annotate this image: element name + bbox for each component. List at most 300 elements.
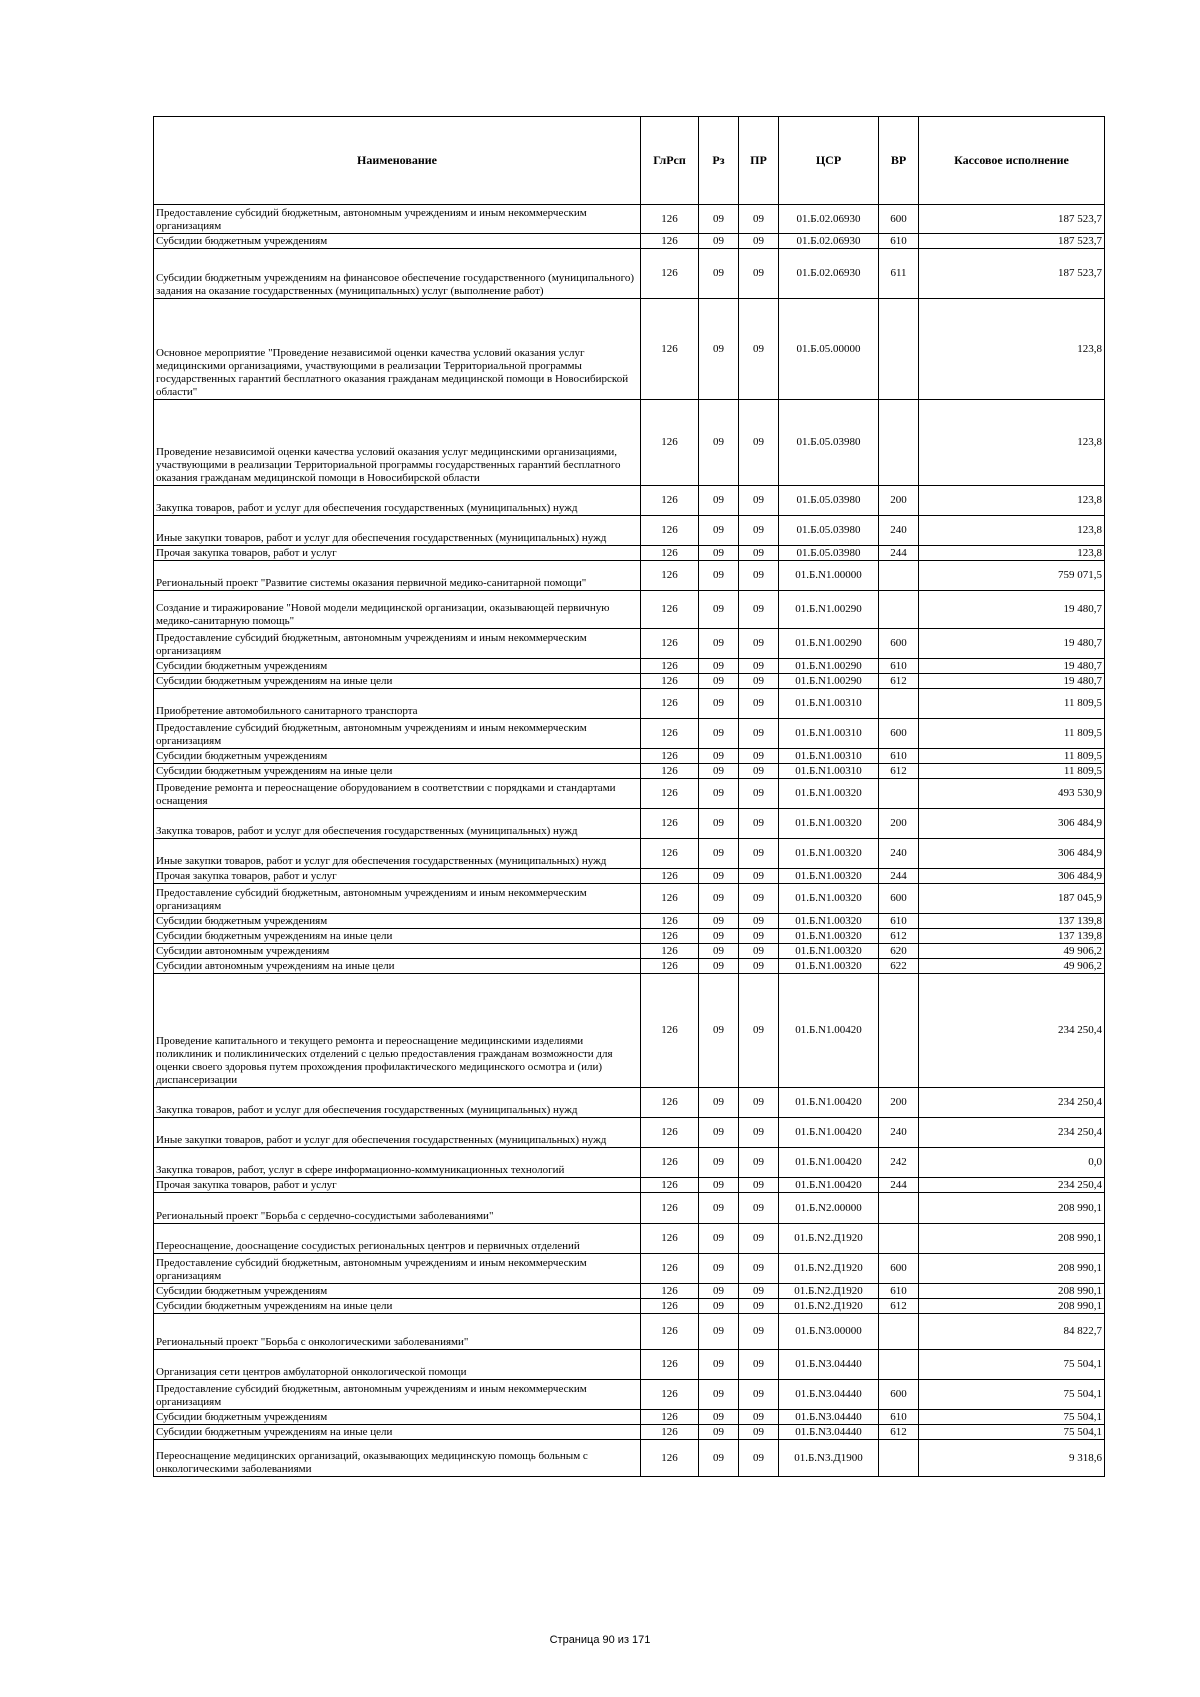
- cell-name: Предоставление субсидий бюджетным, автономным учреждениям и иным некоммерческим организациям: [154, 629, 641, 659]
- table-row: [154, 234, 1105, 249]
- cell-amount: 123,8: [919, 486, 1105, 516]
- cell-rz: 09: [699, 1425, 739, 1440]
- table-header: [154, 117, 1105, 205]
- cell-glrsp: 126: [641, 1284, 699, 1299]
- table-row: [154, 1178, 1105, 1193]
- cell-amount: 49 906,2: [919, 959, 1105, 974]
- cell-csr: 01.Б.N2.Д1920: [779, 1284, 879, 1299]
- cell-glrsp: 126: [641, 1380, 699, 1410]
- cell-pr: 09: [739, 839, 779, 869]
- cell-pr: 09: [739, 205, 779, 234]
- cell-amount: 49 906,2: [919, 944, 1105, 959]
- cell-csr: 01.Б.N3.00000: [779, 1314, 879, 1350]
- cell-glrsp: 126: [641, 546, 699, 561]
- cell-amount: 187 523,7: [919, 249, 1105, 299]
- cell-vr: 610: [879, 914, 919, 929]
- cell-csr: 01.Б.05.03980: [779, 516, 879, 546]
- cell-amount: 208 990,1: [919, 1224, 1105, 1254]
- cell-amount: 137 139,8: [919, 914, 1105, 929]
- cell-pr: 09: [739, 1193, 779, 1224]
- table-row: [154, 959, 1105, 974]
- cell-rz: 09: [699, 1148, 739, 1178]
- cell-csr: 01.Б.N1.00420: [779, 1118, 879, 1148]
- cell-amount: 75 504,1: [919, 1350, 1105, 1380]
- cell-amount: 234 250,4: [919, 1178, 1105, 1193]
- table-row: [154, 884, 1105, 914]
- cell-name: Предоставление субсидий бюджетным, автономным учреждениям и иным некоммерческим организациям: [154, 1254, 641, 1284]
- table-row: [154, 1088, 1105, 1118]
- table-row: [154, 1314, 1105, 1350]
- cell-vr: 200: [879, 809, 919, 839]
- cell-csr: 01.Б.N1.00290: [779, 629, 879, 659]
- cell-amount: 208 990,1: [919, 1254, 1105, 1284]
- table-row: [154, 1254, 1105, 1284]
- cell-vr: 610: [879, 749, 919, 764]
- cell-name: Закупка товаров, работ, услуг в сфере информационно-коммуникационных технологий: [154, 1148, 641, 1178]
- table-row: [154, 974, 1105, 1088]
- cell-csr: 01.Б.N1.00320: [779, 839, 879, 869]
- cell-pr: 09: [739, 929, 779, 944]
- cell-vr: 240: [879, 839, 919, 869]
- cell-pr: 09: [739, 561, 779, 591]
- cell-pr: 09: [739, 1380, 779, 1410]
- cell-name: Субсидии автономным учреждениям: [154, 944, 641, 959]
- cell-csr: 01.Б.N1.00420: [779, 1178, 879, 1193]
- cell-glrsp: 126: [641, 659, 699, 674]
- cell-pr: 09: [739, 719, 779, 749]
- cell-rz: 09: [699, 944, 739, 959]
- cell-csr: 01.Б.N1.00310: [779, 749, 879, 764]
- cell-rz: 09: [699, 1088, 739, 1118]
- cell-csr: 01.Б.05.00000: [779, 299, 879, 400]
- cell-glrsp: 126: [641, 1440, 699, 1477]
- cell-vr: 612: [879, 1425, 919, 1440]
- cell-rz: 09: [699, 1440, 739, 1477]
- cell-glrsp: 126: [641, 561, 699, 591]
- cell-csr: 01.Б.N3.04440: [779, 1425, 879, 1440]
- cell-pr: 09: [739, 1178, 779, 1193]
- cell-amount: 19 480,7: [919, 674, 1105, 689]
- cell-csr: 01.Б.N1.00420: [779, 1148, 879, 1178]
- cell-name: Приобретение автомобильного санитарного транспорта: [154, 689, 641, 719]
- cell-pr: 09: [739, 546, 779, 561]
- cell-csr: 01.Б.N2.Д1920: [779, 1254, 879, 1284]
- cell-glrsp: 126: [641, 1350, 699, 1380]
- cell-name: Субсидии бюджетным учреждениям на иные цели: [154, 1299, 641, 1314]
- cell-pr: 09: [739, 1088, 779, 1118]
- cell-name: Региональный проект "Борьба с онкологическими заболеваниями": [154, 1314, 641, 1350]
- cell-vr: 612: [879, 1299, 919, 1314]
- cell-amount: 19 480,7: [919, 629, 1105, 659]
- table-row: [154, 299, 1105, 400]
- cell-pr: 09: [739, 400, 779, 486]
- cell-amount: 187 045,9: [919, 884, 1105, 914]
- cell-amount: 75 504,1: [919, 1425, 1105, 1440]
- cell-pr: 09: [739, 869, 779, 884]
- cell-csr: 01.Б.N2.00000: [779, 1193, 879, 1224]
- cell-glrsp: 126: [641, 719, 699, 749]
- table-row: [154, 929, 1105, 944]
- cell-name: Иные закупки товаров, работ и услуг для обеспечения государственных (муниципальных) нужд: [154, 1118, 641, 1148]
- cell-rz: 09: [699, 1410, 739, 1425]
- cell-glrsp: 126: [641, 1118, 699, 1148]
- table-row: [154, 914, 1105, 929]
- cell-pr: 09: [739, 674, 779, 689]
- cell-amount: 208 990,1: [919, 1299, 1105, 1314]
- cell-rz: 09: [699, 516, 739, 546]
- cell-glrsp: 126: [641, 1088, 699, 1118]
- cell-name: Субсидии бюджетным учреждениям: [154, 659, 641, 674]
- cell-rz: 09: [699, 561, 739, 591]
- cell-vr: 600: [879, 629, 919, 659]
- cell-rz: 09: [699, 974, 739, 1088]
- cell-csr: 01.Б.02.06930: [779, 205, 879, 234]
- cell-name: Региональный проект "Развитие системы оказания первичной медико-санитарной помощи": [154, 561, 641, 591]
- cell-amount: 137 139,8: [919, 929, 1105, 944]
- cell-name: Предоставление субсидий бюджетным, автономным учреждениям и иным некоммерческим организациям: [154, 884, 641, 914]
- cell-vr: 600: [879, 719, 919, 749]
- cell-csr: 01.Б.N1.00320: [779, 869, 879, 884]
- cell-name: Переоснащение медицинских организаций, оказывающих медицинскую помощь больным с онкологическими заболеваниями: [154, 1440, 641, 1477]
- cell-pr: 09: [739, 249, 779, 299]
- cell-pr: 09: [739, 1284, 779, 1299]
- cell-glrsp: 126: [641, 1254, 699, 1284]
- cell-pr: 09: [739, 1254, 779, 1284]
- cell-glrsp: 126: [641, 205, 699, 234]
- table-row: [154, 689, 1105, 719]
- table-row: [154, 1350, 1105, 1380]
- cell-csr: 01.Б.N1.00320: [779, 779, 879, 809]
- table-row: [154, 400, 1105, 486]
- cell-vr: [879, 974, 919, 1088]
- cell-rz: 09: [699, 719, 739, 749]
- cell-name: Закупка товаров, работ и услуг для обеспечения государственных (муниципальных) нужд: [154, 486, 641, 516]
- cell-amount: 234 250,4: [919, 1088, 1105, 1118]
- cell-pr: 09: [739, 809, 779, 839]
- cell-name: Субсидии бюджетным учреждениям на иные цели: [154, 929, 641, 944]
- cell-amount: 234 250,4: [919, 1118, 1105, 1148]
- table-row: [154, 809, 1105, 839]
- cell-name: Основное мероприятие "Проведение независимой оценки качества условий оказания услуг медицинскими организациями, участвующими в реализации Территориальной программы государственных гарантий бесплатного оказания гражданам медицинской помощи в Новосибирской области": [154, 299, 641, 400]
- cell-csr: 01.Б.N1.00310: [779, 764, 879, 779]
- cell-name: Субсидии бюджетным учреждениям: [154, 749, 641, 764]
- cell-pr: 09: [739, 1440, 779, 1477]
- cell-name: Иные закупки товаров, работ и услуг для обеспечения государственных (муниципальных) нужд: [154, 839, 641, 869]
- cell-csr: 01.Б.N1.00320: [779, 929, 879, 944]
- cell-csr: 01.Б.N1.00310: [779, 689, 879, 719]
- cell-glrsp: 126: [641, 689, 699, 719]
- cell-vr: [879, 1224, 919, 1254]
- cell-vr: 244: [879, 1178, 919, 1193]
- col-header-name: Наименование: [154, 117, 641, 205]
- cell-csr: 01.Б.05.03980: [779, 400, 879, 486]
- cell-vr: [879, 1440, 919, 1477]
- cell-pr: 09: [739, 1425, 779, 1440]
- cell-amount: 9 318,6: [919, 1440, 1105, 1477]
- cell-csr: 01.Б.N1.00420: [779, 1088, 879, 1118]
- table-row: [154, 1118, 1105, 1148]
- cell-rz: 09: [699, 629, 739, 659]
- cell-csr: 01.Б.N1.00320: [779, 884, 879, 914]
- cell-pr: 09: [739, 749, 779, 764]
- table-row: [154, 749, 1105, 764]
- table-row: [154, 659, 1105, 674]
- cell-csr: 01.Б.N1.00290: [779, 674, 879, 689]
- cell-csr: 01.Б.N3.04440: [779, 1350, 879, 1380]
- cell-vr: [879, 779, 919, 809]
- cell-rz: 09: [699, 779, 739, 809]
- cell-rz: 09: [699, 674, 739, 689]
- cell-csr: 01.Б.N2.Д1920: [779, 1224, 879, 1254]
- table-row: [154, 1410, 1105, 1425]
- cell-vr: 240: [879, 516, 919, 546]
- cell-vr: 612: [879, 764, 919, 779]
- cell-glrsp: 126: [641, 884, 699, 914]
- cell-glrsp: 126: [641, 959, 699, 974]
- cell-rz: 09: [699, 591, 739, 629]
- cell-amount: 759 071,5: [919, 561, 1105, 591]
- cell-glrsp: 126: [641, 234, 699, 249]
- cell-name: Предоставление субсидий бюджетным, автономным учреждениям и иным некоммерческим организациям: [154, 719, 641, 749]
- cell-amount: 0,0: [919, 1148, 1105, 1178]
- cell-amount: 19 480,7: [919, 659, 1105, 674]
- cell-rz: 09: [699, 1380, 739, 1410]
- cell-vr: 600: [879, 1254, 919, 1284]
- cell-csr: 01.Б.N3.04440: [779, 1410, 879, 1425]
- cell-glrsp: 126: [641, 1148, 699, 1178]
- cell-amount: 11 809,5: [919, 719, 1105, 749]
- table-row: [154, 486, 1105, 516]
- cell-vr: 200: [879, 1088, 919, 1118]
- col-header-csr: ЦСР: [779, 117, 879, 205]
- cell-rz: 09: [699, 764, 739, 779]
- cell-vr: [879, 591, 919, 629]
- cell-rz: 09: [699, 486, 739, 516]
- cell-pr: 09: [739, 959, 779, 974]
- cell-vr: 240: [879, 1118, 919, 1148]
- cell-glrsp: 126: [641, 516, 699, 546]
- cell-vr: 610: [879, 1284, 919, 1299]
- cell-pr: 09: [739, 1350, 779, 1380]
- cell-csr: 01.Б.02.06930: [779, 249, 879, 299]
- cell-vr: 610: [879, 234, 919, 249]
- cell-amount: 123,8: [919, 299, 1105, 400]
- table-row: [154, 561, 1105, 591]
- cell-amount: 187 523,7: [919, 205, 1105, 234]
- cell-rz: 09: [699, 929, 739, 944]
- cell-pr: 09: [739, 944, 779, 959]
- cell-vr: 610: [879, 659, 919, 674]
- cell-amount: 306 484,9: [919, 809, 1105, 839]
- cell-rz: 09: [699, 249, 739, 299]
- cell-name: Прочая закупка товаров, работ и услуг: [154, 546, 641, 561]
- cell-rz: 09: [699, 1193, 739, 1224]
- cell-pr: 09: [739, 234, 779, 249]
- cell-rz: 09: [699, 1314, 739, 1350]
- cell-glrsp: 126: [641, 674, 699, 689]
- cell-glrsp: 126: [641, 869, 699, 884]
- cell-amount: 306 484,9: [919, 869, 1105, 884]
- cell-rz: 09: [699, 809, 739, 839]
- cell-csr: 01.Б.N3.Д1900: [779, 1440, 879, 1477]
- cell-amount: 208 990,1: [919, 1284, 1105, 1299]
- cell-rz: 09: [699, 1224, 739, 1254]
- cell-glrsp: 126: [641, 749, 699, 764]
- cell-glrsp: 126: [641, 944, 699, 959]
- cell-amount: 19 480,7: [919, 591, 1105, 629]
- cell-csr: 01.Б.N1.00420: [779, 974, 879, 1088]
- cell-pr: 09: [739, 974, 779, 1088]
- cell-pr: 09: [739, 486, 779, 516]
- cell-name: Прочая закупка товаров, работ и услуг: [154, 869, 641, 884]
- cell-csr: 01.Б.N1.00290: [779, 591, 879, 629]
- table-row: [154, 779, 1105, 809]
- cell-amount: 123,8: [919, 546, 1105, 561]
- cell-csr: 01.Б.N1.00320: [779, 809, 879, 839]
- cell-glrsp: 126: [641, 809, 699, 839]
- cell-amount: 75 504,1: [919, 1380, 1105, 1410]
- cell-name: Субсидии бюджетным учреждениям: [154, 1410, 641, 1425]
- cell-pr: 09: [739, 659, 779, 674]
- cell-vr: 622: [879, 959, 919, 974]
- cell-csr: 01.Б.05.03980: [779, 486, 879, 516]
- col-header-pr: ПР: [739, 117, 779, 205]
- cell-name: Закупка товаров, работ и услуг для обеспечения государственных (муниципальных) нужд: [154, 809, 641, 839]
- table-row: [154, 546, 1105, 561]
- cell-glrsp: 126: [641, 764, 699, 779]
- cell-vr: [879, 299, 919, 400]
- cell-rz: 09: [699, 1284, 739, 1299]
- cell-rz: 09: [699, 749, 739, 764]
- cell-pr: 09: [739, 629, 779, 659]
- cell-csr: 01.Б.N1.00320: [779, 959, 879, 974]
- cell-glrsp: 126: [641, 914, 699, 929]
- cell-glrsp: 126: [641, 974, 699, 1088]
- table-row: [154, 591, 1105, 629]
- table-row: [154, 674, 1105, 689]
- cell-rz: 09: [699, 299, 739, 400]
- table-row: [154, 1440, 1105, 1477]
- cell-rz: 09: [699, 839, 739, 869]
- cell-amount: 123,8: [919, 516, 1105, 546]
- table-row: [154, 869, 1105, 884]
- cell-glrsp: 126: [641, 839, 699, 869]
- cell-amount: 123,8: [919, 400, 1105, 486]
- cell-pr: 09: [739, 299, 779, 400]
- cell-rz: 09: [699, 234, 739, 249]
- cell-amount: 11 809,5: [919, 689, 1105, 719]
- cell-amount: 306 484,9: [919, 839, 1105, 869]
- cell-vr: 612: [879, 674, 919, 689]
- cell-name: Прочая закупка товаров, работ и услуг: [154, 1178, 641, 1193]
- cell-name: Создание и тиражирование "Новой модели медицинской организации, оказывающей первичную медико-санитарную помощь": [154, 591, 641, 629]
- cell-pr: 09: [739, 1410, 779, 1425]
- cell-name: Субсидии автономным учреждениям на иные цели: [154, 959, 641, 974]
- cell-vr: [879, 1193, 919, 1224]
- cell-rz: 09: [699, 659, 739, 674]
- cell-rz: 09: [699, 884, 739, 914]
- cell-rz: 09: [699, 1254, 739, 1284]
- cell-vr: 242: [879, 1148, 919, 1178]
- table-row: [154, 1284, 1105, 1299]
- cell-glrsp: 126: [641, 1314, 699, 1350]
- cell-pr: 09: [739, 779, 779, 809]
- cell-vr: [879, 1350, 919, 1380]
- table-row: [154, 1148, 1105, 1178]
- cell-pr: 09: [739, 516, 779, 546]
- cell-rz: 09: [699, 689, 739, 719]
- cell-amount: 234 250,4: [919, 974, 1105, 1088]
- col-header-rz: Рз: [699, 117, 739, 205]
- cell-pr: 09: [739, 1314, 779, 1350]
- cell-pr: 09: [739, 914, 779, 929]
- cell-glrsp: 126: [641, 1425, 699, 1440]
- cell-name: Субсидии бюджетным учреждениям на финансовое обеспечение государственного (муниципального) задания на оказание государственных (муниципальных) услуг (выполнение работ): [154, 249, 641, 299]
- table-row: [154, 516, 1105, 546]
- cell-vr: 600: [879, 205, 919, 234]
- table-row: [154, 1193, 1105, 1224]
- cell-rz: 09: [699, 205, 739, 234]
- cell-name: Субсидии бюджетным учреждениям на иные цели: [154, 764, 641, 779]
- cell-name: Субсидии бюджетным учреждениям на иные цели: [154, 1425, 641, 1440]
- cell-csr: 01.Б.N1.00000: [779, 561, 879, 591]
- cell-pr: 09: [739, 1118, 779, 1148]
- cell-name: Предоставление субсидий бюджетным, автономным учреждениям и иным некоммерческим организациям: [154, 1380, 641, 1410]
- cell-amount: 75 504,1: [919, 1410, 1105, 1425]
- col-header-vr: ВР: [879, 117, 919, 205]
- cell-amount: 11 809,5: [919, 749, 1105, 764]
- cell-vr: [879, 1314, 919, 1350]
- table-row: [154, 629, 1105, 659]
- cell-pr: 09: [739, 689, 779, 719]
- cell-glrsp: 126: [641, 400, 699, 486]
- cell-vr: 620: [879, 944, 919, 959]
- cell-rz: 09: [699, 1118, 739, 1148]
- table-row: [154, 249, 1105, 299]
- cell-glrsp: 126: [641, 929, 699, 944]
- cell-vr: [879, 400, 919, 486]
- cell-csr: 01.Б.N3.04440: [779, 1380, 879, 1410]
- cell-rz: 09: [699, 546, 739, 561]
- cell-name: Иные закупки товаров, работ и услуг для обеспечения государственных (муниципальных) нужд: [154, 516, 641, 546]
- cell-name: Проведение капитального и текущего ремонта и переоснащение медицинскими изделиями поликлиник и поликлинических отделений с целью предоставления гражданам возможности для оценки своего здоровья путем прохождения профилактического медицинского осмотра и (или) диспансеризации: [154, 974, 641, 1088]
- cell-glrsp: 126: [641, 1224, 699, 1254]
- table-row: [154, 1299, 1105, 1314]
- cell-rz: 09: [699, 1350, 739, 1380]
- cell-glrsp: 126: [641, 1178, 699, 1193]
- cell-pr: 09: [739, 1299, 779, 1314]
- cell-glrsp: 126: [641, 1410, 699, 1425]
- cell-name: Закупка товаров, работ и услуг для обеспечения государственных (муниципальных) нужд: [154, 1088, 641, 1118]
- cell-csr: 01.Б.N1.00290: [779, 659, 879, 674]
- cell-pr: 09: [739, 591, 779, 629]
- cell-pr: 09: [739, 1148, 779, 1178]
- cell-csr: 01.Б.N2.Д1920: [779, 1299, 879, 1314]
- cell-name: Субсидии бюджетным учреждениям: [154, 1284, 641, 1299]
- table-row: [154, 764, 1105, 779]
- cell-name: Проведение независимой оценки качества условий оказания услуг медицинскими организациями, участвующими в реализации Территориальной программы государственных гарантий бесплатного оказания гражданам медицинской помощи в Новосибирской области: [154, 400, 641, 486]
- table-row: [154, 205, 1105, 234]
- cell-pr: 09: [739, 1224, 779, 1254]
- cell-name: Предоставление субсидий бюджетным, автономным учреждениям и иным некоммерческим организациям: [154, 205, 641, 234]
- table-row: [154, 1380, 1105, 1410]
- cell-rz: 09: [699, 1299, 739, 1314]
- cell-name: Организация сети центров амбулаторной онкологической помощи: [154, 1350, 641, 1380]
- cell-pr: 09: [739, 764, 779, 779]
- cell-vr: 611: [879, 249, 919, 299]
- cell-rz: 09: [699, 914, 739, 929]
- cell-csr: 01.Б.05.03980: [779, 546, 879, 561]
